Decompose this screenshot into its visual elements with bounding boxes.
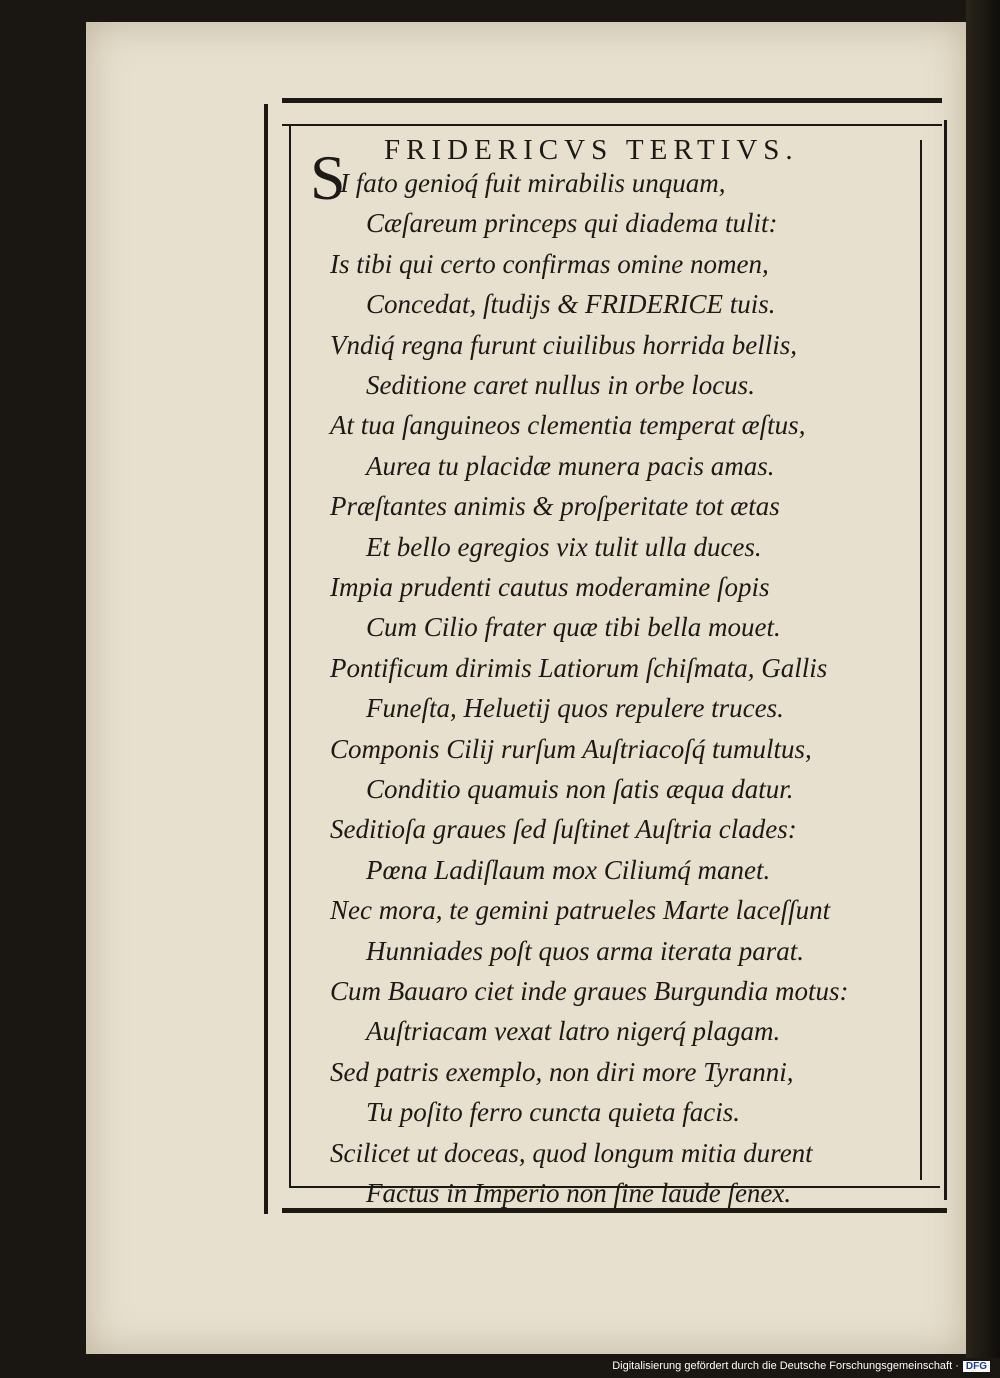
poem-line: Conditio quamuis non ſatis æqua datur.: [366, 774, 794, 804]
credit-text: Digitalisierung gefördert durch die Deutsche Forschungsgemeinschaft ·: [612, 1360, 959, 1372]
digitization-credit: [612, 1360, 990, 1372]
poem-line: Aurea tu placidæ munera pacis amas.: [366, 450, 775, 481]
poem-line: Auſtriacam vexat latro nigerq́ plagam.: [366, 1016, 781, 1047]
left-rule-inner: [289, 126, 291, 1188]
poem-line: Pontificum dirimis Latiorum ſchiſmata, Gallis: [330, 652, 828, 683]
poem-line: Componis Cilij rurſum Auſtriacoſq́ tumultus,: [330, 733, 812, 764]
right-rule-inner: [920, 140, 922, 1180]
drop-initial: S: [310, 142, 346, 213]
poem-line: Hunniades poſt quos arma iterata parat.: [366, 935, 805, 966]
poem-line: Sed patris exemplo, non diri more Tyranni,: [330, 1056, 794, 1087]
poem-line: Factus in Imperio non ſine laude ſenex.: [366, 1178, 792, 1208]
poem-line: Concedat, ſtudijs & FRIDERICE tuis.: [366, 289, 776, 320]
book-spine-edge: [966, 0, 1000, 1358]
left-rule-outer: [264, 104, 268, 1214]
right-rule-outer: [944, 120, 947, 1200]
poem-line: At tua ſanguineos clementia temperat æſtus,: [330, 410, 806, 441]
poem-line: Pœna Ladiſlaum mox Ciliumq́ manet.: [366, 854, 771, 885]
poem-line: Cum Bauaro ciet inde graues Burgundia motus:: [330, 976, 849, 1006]
poem-line: Is tibi qui certo confirmas omine nomen,: [330, 248, 769, 279]
poem-line: Cum Cilio frater quæ tibi bella mouet.: [366, 612, 781, 643]
poem-line: Impia prudenti cautus moderamine ſopis: [330, 572, 770, 602]
poem-line: Tu poſito ferro cuncta quieta facis.: [366, 1097, 740, 1128]
poem-heading: FRIDERICVS TERTIVS.: [384, 134, 799, 166]
poem-line: I fato genioq́ fuit mirabilis unquam,: [340, 168, 726, 198]
top-rule-thin: [282, 124, 942, 126]
dfg-logo: DFG: [963, 1361, 990, 1372]
top-rule-thick: [282, 98, 942, 103]
poem-line: Præſtantes animis & proſperitate tot ætas: [330, 491, 780, 522]
poem-line: Et bello egregios vix tulit ulla duces.: [366, 531, 762, 562]
poem-line: Cæſareum princeps qui diadema tulit:: [366, 208, 778, 239]
poem-line: Funeſta, Heluetij quos repulere truces.: [366, 693, 784, 724]
poem-line: Vndiq́ regna furunt ciuilibus horrida bellis,: [330, 329, 798, 360]
poem-line: Nec mora, te gemini patrueles Marte laceſſunt: [330, 895, 831, 926]
poem-line: Seditioſa graues ſed ſuſtinet Auſtria clades:: [330, 814, 797, 845]
poem-line: Scilicet ut doceas, quod longum mitia durent: [330, 1137, 813, 1168]
poem-line: Seditione caret nullus in orbe locus.: [366, 370, 755, 400]
